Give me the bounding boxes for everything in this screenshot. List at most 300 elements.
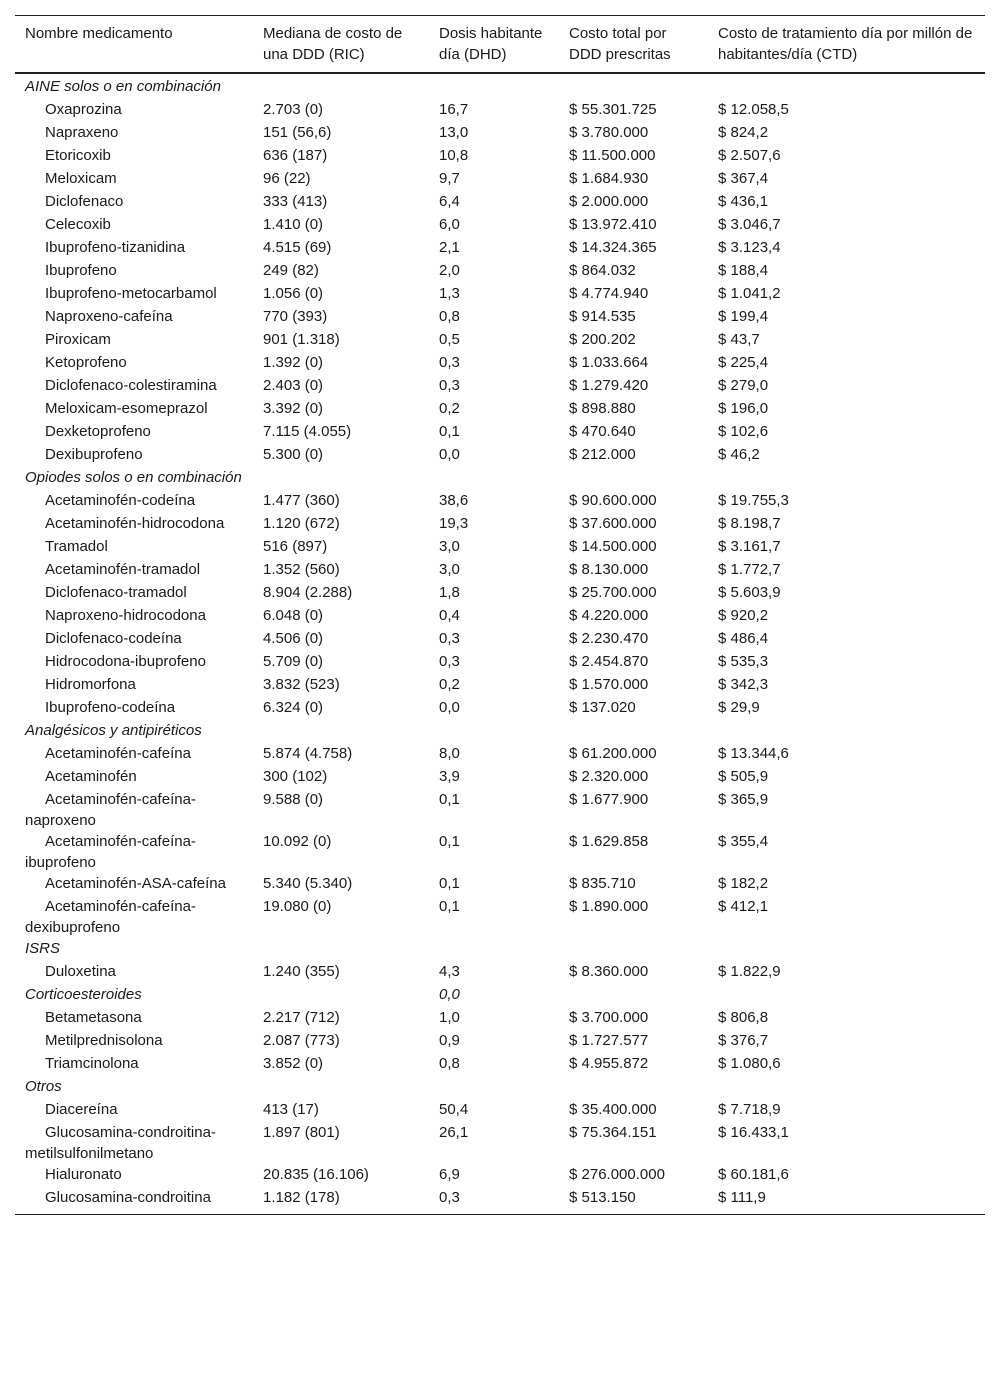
group-row	[15, 1076, 985, 1099]
table-row	[15, 1164, 985, 1187]
cell-median-cost: 5.300 (0)	[263, 446, 324, 463]
table-row	[15, 896, 985, 938]
cell-ctd: $ 3.123,4	[718, 239, 781, 256]
cell-drug-name	[15, 1164, 253, 1187]
cell-ctd: $ 486,4	[718, 630, 769, 647]
cell-drug-name	[15, 490, 253, 513]
cell-total-cost: $ 1.890.000	[569, 898, 649, 915]
cell-dhd: 1,3	[439, 285, 460, 302]
table-row	[15, 260, 985, 283]
cell-dhd: 3,0	[439, 538, 460, 555]
cell-dhd: 26,1	[439, 1124, 469, 1141]
cell-median-cost: 7.115 (4.055)	[263, 423, 352, 440]
cell-median-cost: 1.056 (0)	[263, 285, 324, 302]
drug-name-text: Acetaminofén-cafeína-dexibuprofeno	[25, 898, 196, 936]
cell-ctd: $ 535,3	[718, 653, 769, 670]
table-body	[15, 73, 985, 1215]
drug-name-text: Acetaminofén-cafeína-ibuprofeno	[25, 833, 196, 871]
cell-median-cost: 8.904 (2.288)	[263, 584, 353, 601]
table-row	[15, 513, 985, 536]
cell-ctd: $ 3.161,7	[718, 538, 781, 555]
cell-total-cost: $ 8.360.000	[569, 963, 649, 980]
drug-name-text: Diclofenaco	[45, 193, 124, 210]
cell-total-cost: $ 25.700.000	[569, 584, 657, 601]
cell-drug-name	[15, 398, 253, 421]
cell-ctd: $ 3.046,7	[718, 216, 781, 233]
table-row	[15, 329, 985, 352]
cell-drug-name	[15, 421, 253, 444]
cell-median-cost: 901 (1.318)	[263, 331, 340, 348]
cell-total-cost: $ 513.150	[569, 1189, 636, 1206]
cell-ctd: $ 824,2	[718, 124, 769, 141]
cell-dhd: 2,0	[439, 262, 460, 279]
cell-dhd: 50,4	[439, 1101, 469, 1118]
cell-dhd: 0,8	[439, 1055, 460, 1072]
cell-ctd: $ 12.058,5	[718, 101, 789, 118]
cell-total-cost: $ 3.700.000	[569, 1009, 649, 1026]
cell-ctd: $ 29,9	[718, 699, 760, 716]
cell-drug-name	[15, 1099, 253, 1122]
cell-total-cost: $ 835.710	[569, 875, 636, 892]
cell-ctd: $ 8.198,7	[718, 515, 781, 532]
cell-dhd: 0,3	[439, 354, 460, 371]
cell-dhd: 2,1	[439, 239, 460, 256]
cell-median-cost: 10.092 (0)	[263, 833, 332, 850]
cell-median-cost: 1.477 (360)	[263, 492, 340, 509]
cell-drug-name	[15, 145, 253, 168]
cell-drug-name	[15, 99, 253, 122]
group-row	[15, 467, 985, 490]
cell-total-cost: $ 2.000.000	[569, 193, 649, 210]
cell-drug-name	[15, 831, 253, 873]
cell-total-cost: $ 4.220.000	[569, 607, 649, 624]
group-title: Corticoesteroides	[25, 986, 142, 1003]
cell-ctd: $ 13.344,6	[718, 745, 789, 762]
table-row	[15, 122, 985, 145]
group-title: ISRS	[25, 940, 61, 957]
cell-ctd: $ 182,2	[718, 875, 769, 892]
group-dhd	[429, 467, 559, 490]
cell-total-cost: $ 276.000.000	[569, 1166, 665, 1183]
drug-name-text: Dexketoprofeno	[45, 423, 151, 440]
header-total-cost: Costo total por DDD prescritas	[569, 25, 671, 63]
table-row	[15, 1122, 985, 1164]
cell-median-cost: 1.897 (801)	[263, 1124, 340, 1141]
cell-median-cost: 2.217 (712)	[263, 1009, 340, 1026]
cell-total-cost: $ 200.202	[569, 331, 636, 348]
table-row	[15, 444, 985, 467]
cell-drug-name	[15, 513, 253, 536]
cell-ctd: $ 111,9	[718, 1189, 766, 1206]
drug-name-text: Acetaminofén	[45, 768, 137, 785]
cell-drug-name	[15, 651, 253, 674]
cell-dhd: 13,0	[439, 124, 469, 141]
cell-total-cost: $ 55.301.725	[569, 101, 657, 118]
cell-median-cost: 3.392 (0)	[263, 400, 324, 417]
table-row	[15, 283, 985, 306]
group-row	[15, 938, 985, 961]
cell-dhd: 0,1	[439, 875, 460, 892]
cell-dhd: 1,8	[439, 584, 460, 601]
cell-median-cost: 6.048 (0)	[263, 607, 324, 624]
cell-total-cost: $ 1.629.858	[569, 833, 649, 850]
cell-ctd: $ 2.507,6	[718, 147, 781, 164]
cell-median-cost: 770 (393)	[263, 308, 328, 325]
cell-drug-name	[15, 1030, 253, 1053]
group-row	[15, 984, 985, 1007]
cell-median-cost: 2.703 (0)	[263, 101, 324, 118]
cell-ctd: $ 1.080,6	[718, 1055, 781, 1072]
cell-dhd: 0,3	[439, 1189, 460, 1206]
cell-total-cost: $ 4.955.872	[569, 1055, 649, 1072]
cell-total-cost: $ 1.033.664	[569, 354, 649, 371]
drug-name-text: Ibuprofeno-metocarbamol	[45, 285, 217, 302]
drug-name-text: Diacereína	[45, 1101, 118, 1118]
table-row	[15, 352, 985, 375]
drug-name-text: Oxaprozina	[45, 101, 122, 118]
cell-dhd: 4,3	[439, 963, 460, 980]
table-row	[15, 145, 985, 168]
table-row	[15, 375, 985, 398]
table-row	[15, 582, 985, 605]
cell-drug-name	[15, 743, 253, 766]
group-title: Otros	[25, 1078, 62, 1095]
cell-total-cost: $ 11.500.000	[569, 147, 656, 164]
cell-drug-name	[15, 168, 253, 191]
table-row	[15, 168, 985, 191]
drug-name-text: Acetaminofén-ASA-cafeína	[45, 875, 226, 892]
cell-median-cost: 5.340 (5.340)	[263, 875, 353, 892]
cell-total-cost: $ 3.780.000	[569, 124, 649, 141]
drug-name-text: Ketoprofeno	[45, 354, 127, 371]
cell-total-cost: $ 14.324.365	[569, 239, 657, 256]
cell-ctd: $ 355,4	[718, 833, 769, 850]
cell-drug-name	[15, 697, 253, 720]
header-dhd: Dosis habitante día (DHD)	[439, 25, 543, 63]
cell-median-cost: 636 (187)	[263, 147, 328, 164]
group-row	[15, 720, 985, 743]
cell-dhd: 3,0	[439, 561, 460, 578]
drug-name-text: Acetaminofén-codeína	[45, 492, 196, 509]
cell-median-cost: 516 (897)	[263, 538, 328, 555]
drug-name-text: Acetaminofén-cafeína	[45, 745, 191, 762]
drug-name-text: Acetaminofén-hidrocodona	[45, 515, 225, 532]
cell-dhd: 16,7	[439, 101, 469, 118]
table-row	[15, 697, 985, 720]
table-row	[15, 398, 985, 421]
cell-median-cost: 96 (22)	[263, 170, 311, 187]
drug-name-text: Hialuronato	[45, 1166, 122, 1183]
cell-drug-name	[15, 582, 253, 605]
cell-total-cost: $ 2.320.000	[569, 768, 649, 785]
cell-drug-name	[15, 283, 253, 306]
drug-name-text: Diclofenaco-colestiramina	[45, 377, 217, 394]
table-row	[15, 490, 985, 513]
cell-ctd: $ 188,4	[718, 262, 769, 279]
table-row	[15, 873, 985, 896]
drug-name-text: Piroxicam	[45, 331, 111, 348]
cell-median-cost: 4.515 (69)	[263, 239, 332, 256]
cell-drug-name	[15, 444, 253, 467]
cell-total-cost: $ 914.535	[569, 308, 636, 325]
drug-cost-table	[15, 15, 985, 1215]
drug-name-text: Hidromorfona	[45, 676, 136, 693]
drug-name-text: Acetaminofén-tramadol	[45, 561, 201, 578]
cell-total-cost: $ 2.454.870	[569, 653, 649, 670]
drug-name-text: Dexibuprofeno	[45, 446, 143, 463]
cell-dhd: 1,0	[439, 1009, 460, 1026]
table-row	[15, 1030, 985, 1053]
cell-dhd: 0,5	[439, 331, 460, 348]
table-row	[15, 628, 985, 651]
drug-name-text: Celecoxib	[45, 216, 111, 233]
cell-total-cost: $ 898.880	[569, 400, 636, 417]
cell-dhd: 0,2	[439, 400, 460, 417]
header-median-cost: Mediana de costo de una DDD (RIC)	[263, 25, 403, 63]
cell-median-cost: 3.852 (0)	[263, 1055, 324, 1072]
cell-ctd: $ 5.603,9	[718, 584, 781, 601]
drug-name-text: Meloxicam	[45, 170, 117, 187]
table-row	[15, 1099, 985, 1122]
drug-name-text: Hidrocodona-ibuprofeno	[45, 653, 206, 670]
cell-drug-name	[15, 559, 253, 582]
cell-total-cost: $ 1.684.930	[569, 170, 649, 187]
table-row	[15, 536, 985, 559]
drug-name-text: Betametasona	[45, 1009, 142, 1026]
cell-median-cost: 1.410 (0)	[263, 216, 324, 233]
header-ctd: Costo de tratamiento día por millón de habitantes/día (CTD)	[718, 25, 973, 63]
cell-total-cost: $ 13.972.410	[569, 216, 657, 233]
cell-drug-name	[15, 1053, 253, 1076]
cell-dhd: 38,6	[439, 492, 469, 509]
drug-name-text: Metilprednisolona	[45, 1032, 163, 1049]
cell-dhd: 0,0	[439, 446, 460, 463]
table-row	[15, 766, 985, 789]
cell-median-cost: 6.324 (0)	[263, 699, 324, 716]
cell-dhd: 0,4	[439, 607, 460, 624]
cell-total-cost: $ 212.000	[569, 446, 636, 463]
drug-name-text: Naproxeno-cafeína	[45, 308, 173, 325]
table-header	[15, 16, 985, 74]
cell-dhd: 19,3	[439, 515, 469, 532]
cell-ctd: $ 225,4	[718, 354, 769, 371]
cell-total-cost: $ 35.400.000	[569, 1101, 657, 1118]
cell-ctd: $ 1.772,7	[718, 561, 781, 578]
cell-ctd: $ 279,0	[718, 377, 769, 394]
cell-total-cost: $ 2.230.470	[569, 630, 649, 647]
cell-drug-name	[15, 214, 253, 237]
group-dhd: 0,0	[439, 986, 460, 1003]
drug-name-text: Tramadol	[45, 538, 108, 555]
cell-total-cost: $ 137.020	[569, 699, 636, 716]
drug-name-text: Etoricoxib	[45, 147, 111, 164]
group-row	[15, 73, 985, 99]
cell-ctd: $ 1.822,9	[718, 963, 781, 980]
cell-ctd: $ 436,1	[718, 193, 769, 210]
cell-ctd: $ 46,2	[718, 446, 760, 463]
cell-total-cost: $ 8.130.000	[569, 561, 649, 578]
cell-median-cost: 300 (102)	[263, 768, 328, 785]
table-row	[15, 605, 985, 628]
cell-ctd: $ 806,8	[718, 1009, 769, 1026]
cell-total-cost: $ 864.032	[569, 262, 636, 279]
drug-name-text: Ibuprofeno-tizanidina	[45, 239, 186, 256]
cell-drug-name	[15, 789, 253, 831]
table-row	[15, 421, 985, 444]
table-row	[15, 306, 985, 329]
cell-drug-name	[15, 306, 253, 329]
cell-ctd: $ 16.433,1	[718, 1124, 789, 1141]
table-row	[15, 743, 985, 766]
cell-ctd: $ 19.755,3	[718, 492, 789, 509]
cell-median-cost: 19.080 (0)	[263, 898, 332, 915]
cell-dhd: 9,7	[439, 170, 460, 187]
cell-total-cost: $ 14.500.000	[569, 538, 657, 555]
table-row	[15, 559, 985, 582]
cell-dhd: 0,3	[439, 377, 460, 394]
cell-total-cost: $ 61.200.000	[569, 745, 657, 762]
cell-dhd: 3,9	[439, 768, 460, 785]
cell-median-cost: 1.120 (672)	[263, 515, 340, 532]
cell-median-cost: 9.588 (0)	[263, 791, 324, 808]
table-row	[15, 674, 985, 697]
drug-name-text: Napraxeno	[45, 124, 119, 141]
cell-median-cost: 5.709 (0)	[263, 653, 324, 670]
drug-name-text: Triamcinolona	[45, 1055, 139, 1072]
drug-name-text: Duloxetina	[45, 963, 116, 980]
table-row	[15, 961, 985, 984]
cell-total-cost: $ 37.600.000	[569, 515, 657, 532]
cell-ctd: $ 365,9	[718, 791, 769, 808]
cell-median-cost: 3.832 (523)	[263, 676, 340, 693]
cell-dhd: 0,1	[439, 898, 460, 915]
cell-drug-name	[15, 260, 253, 283]
cell-ctd: $ 367,4	[718, 170, 769, 187]
header-row	[15, 16, 985, 74]
cell-ctd: $ 920,2	[718, 607, 769, 624]
cell-ctd: $ 102,6	[718, 423, 769, 440]
cell-dhd: 8,0	[439, 745, 460, 762]
cell-ctd: $ 199,4	[718, 308, 769, 325]
cell-drug-name	[15, 1122, 253, 1164]
cell-total-cost: $ 1.570.000	[569, 676, 649, 693]
group-title: Analgésicos y antipiréticos	[25, 722, 202, 739]
cell-drug-name	[15, 375, 253, 398]
cell-drug-name	[15, 961, 253, 984]
cell-ctd: $ 342,3	[718, 676, 769, 693]
cell-dhd: 0,1	[439, 791, 460, 808]
cell-drug-name	[15, 1007, 253, 1030]
cell-dhd: 6,0	[439, 216, 460, 233]
cell-dhd: 10,8	[439, 147, 469, 164]
cell-drug-name	[15, 873, 253, 896]
cell-drug-name	[15, 628, 253, 651]
cell-ctd: $ 376,7	[718, 1032, 769, 1049]
cell-total-cost: $ 1.279.420	[569, 377, 649, 394]
group-title: AINE solos o en combinación	[25, 78, 221, 95]
cell-drug-name	[15, 536, 253, 559]
drug-name-text: Acetaminofén-cafeína-naproxeno	[25, 791, 196, 829]
cell-dhd: 0,9	[439, 1032, 460, 1049]
drug-name-text: Ibuprofeno	[45, 262, 117, 279]
cell-median-cost: 1.392 (0)	[263, 354, 324, 371]
cell-drug-name	[15, 896, 253, 938]
table-row	[15, 214, 985, 237]
table-row	[15, 831, 985, 873]
table-row	[15, 191, 985, 214]
cell-drug-name	[15, 122, 253, 145]
cell-ctd: $ 60.181,6	[718, 1166, 789, 1183]
cell-drug-name	[15, 191, 253, 214]
cell-median-cost: 2.087 (773)	[263, 1032, 340, 1049]
drug-name-text: Diclofenaco-tramadol	[45, 584, 187, 601]
drug-name-text: Glucosamina-condroitina	[45, 1189, 211, 1206]
cell-median-cost: 151 (56,6)	[263, 124, 332, 141]
cell-dhd: 0,1	[439, 423, 460, 440]
cell-median-cost: 1.352 (560)	[263, 561, 340, 578]
table-row	[15, 1053, 985, 1076]
cell-total-cost: $ 470.640	[569, 423, 636, 440]
cell-dhd: 6,9	[439, 1166, 460, 1183]
cell-ctd: $ 196,0	[718, 400, 769, 417]
cell-drug-name	[15, 605, 253, 628]
cell-total-cost: $ 75.364.151	[569, 1124, 657, 1141]
cell-median-cost: 20.835 (16.106)	[263, 1166, 369, 1183]
table-row	[15, 789, 985, 831]
drug-name-text: Diclofenaco-codeína	[45, 630, 182, 647]
cell-ctd: $ 505,9	[718, 768, 769, 785]
table-row	[15, 99, 985, 122]
table-row	[15, 651, 985, 674]
cell-ctd: $ 43,7	[718, 331, 760, 348]
table-row	[15, 1007, 985, 1030]
group-dhd	[429, 1076, 559, 1099]
header-drug-name: Nombre medicamento	[25, 25, 173, 42]
cell-drug-name	[15, 329, 253, 352]
cell-median-cost: 4.506 (0)	[263, 630, 324, 647]
cell-median-cost: 5.874 (4.758)	[263, 745, 353, 762]
drug-name-text: Naproxeno-hidrocodona	[45, 607, 206, 624]
cell-ctd: $ 412,1	[718, 898, 769, 915]
group-dhd	[429, 938, 559, 961]
cell-drug-name	[15, 237, 253, 260]
cell-total-cost: $ 1.727.577	[569, 1032, 649, 1049]
cell-total-cost: $ 1.677.900	[569, 791, 649, 808]
drug-name-text: Glucosamina-condroitina-metilsulfonilmetano	[25, 1124, 216, 1162]
cell-dhd: 0,1	[439, 833, 460, 850]
group-dhd	[429, 73, 559, 99]
cell-median-cost: 413 (17)	[263, 1101, 319, 1118]
cell-drug-name	[15, 352, 253, 375]
cell-total-cost: $ 90.600.000	[569, 492, 657, 509]
cell-drug-name	[15, 766, 253, 789]
drug-name-text: Meloxicam-esomeprazol	[45, 400, 208, 417]
group-dhd	[429, 720, 559, 743]
cell-ctd: $ 1.041,2	[718, 285, 781, 302]
cell-total-cost: $ 4.774.940	[569, 285, 649, 302]
cell-drug-name	[15, 674, 253, 697]
cell-dhd: 0,0	[439, 699, 460, 716]
cell-dhd: 0,3	[439, 653, 460, 670]
cell-ctd: $ 7.718,9	[718, 1101, 781, 1118]
cell-drug-name	[15, 1187, 253, 1215]
cell-dhd: 6,4	[439, 193, 460, 210]
drug-name-text: Ibuprofeno-codeína	[45, 699, 176, 716]
group-title: Opiodes solos o en combinación	[25, 469, 242, 486]
cell-median-cost: 1.182 (178)	[263, 1189, 340, 1206]
table-row	[15, 1187, 985, 1215]
cell-dhd: 0,3	[439, 630, 460, 647]
